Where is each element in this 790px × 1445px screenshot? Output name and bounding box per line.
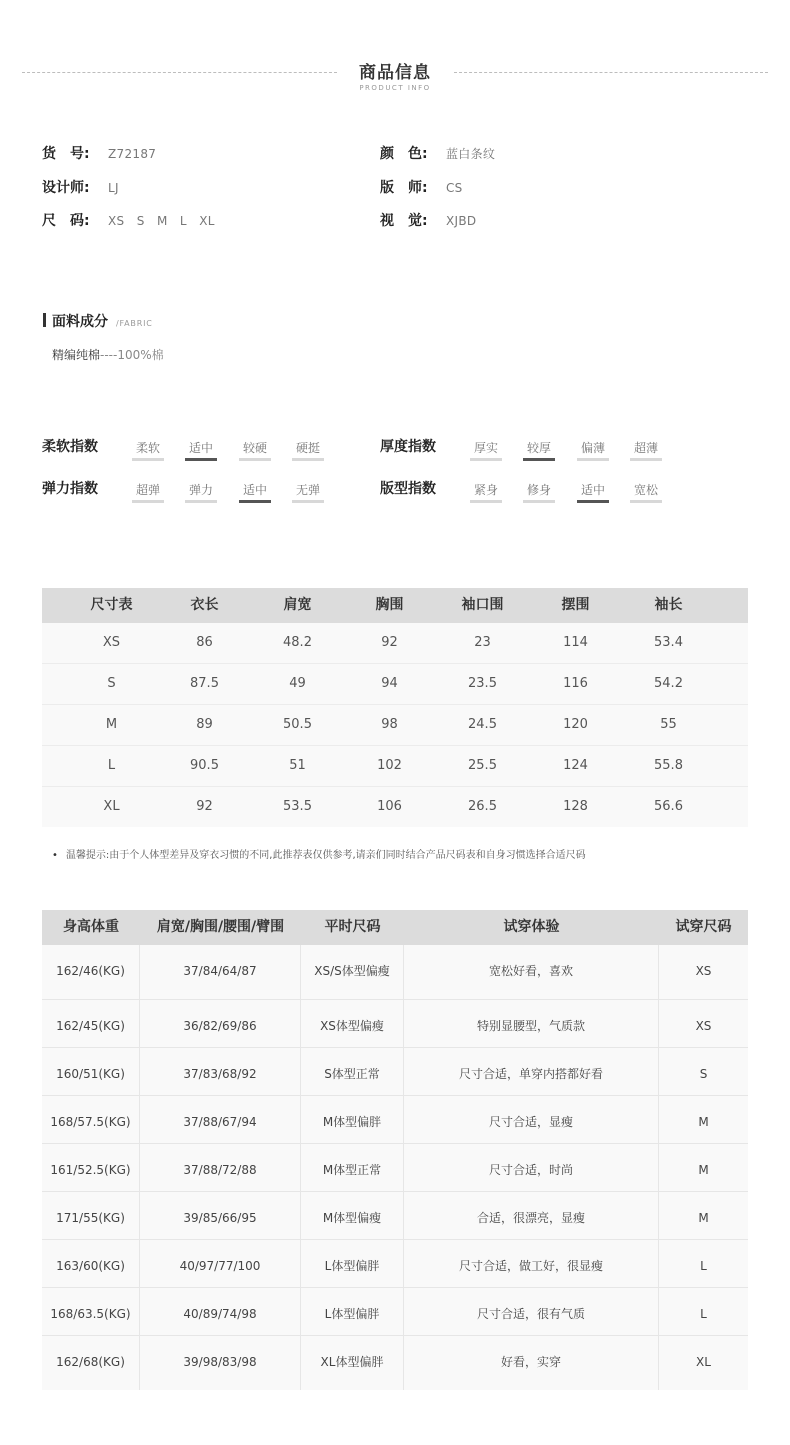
fit-table-row	[42, 1000, 748, 1048]
fit-table-row	[42, 1144, 748, 1192]
size-table-cell: 26.5	[468, 799, 497, 814]
size-table-header-cell: 衣长	[190, 597, 219, 613]
info-label: 颜 色:	[380, 146, 428, 162]
size-table-cell: 56.6	[654, 799, 683, 814]
index-option-label: 硬挺	[295, 441, 320, 455]
index-label: 柔软指数	[42, 439, 98, 455]
info-label: 货 号:	[42, 146, 90, 162]
fit-table-cell: M体型偏胖	[301, 1096, 404, 1143]
fit-table-header-cell: 试穿体验	[503, 919, 560, 935]
size-table-cell: 23	[474, 635, 491, 650]
index-option	[630, 481, 662, 498]
index-option	[185, 481, 217, 498]
fabric-composition	[52, 346, 164, 363]
index-option-underline	[577, 500, 609, 503]
info-value: XS S M L XL	[108, 214, 215, 228]
fit-table-cell: 尺寸合适，时尚	[404, 1144, 659, 1191]
fit-table-cell: 162/45(KG)	[42, 1000, 140, 1047]
fit-table-cell: XS	[695, 964, 712, 978]
fit-table-cell: 尺寸合适，显瘦	[404, 1096, 659, 1143]
size-table-header-cell: 摆围	[561, 597, 590, 613]
size-table-cell: 86	[196, 635, 213, 650]
fit-table-cell: 特别显腰型，气质款	[404, 1000, 659, 1047]
fit-table-cell: 合适，很漂亮，显瘦	[404, 1192, 659, 1239]
fit-table-cell: 162/68(KG)	[42, 1336, 140, 1390]
size-table-cell: XS	[102, 635, 121, 650]
fabric-name: 精编纯棉	[52, 348, 101, 362]
size-table-row	[42, 746, 748, 787]
fit-table-cell: M	[698, 1115, 709, 1129]
size-table-cell: 24.5	[468, 717, 497, 732]
index-label: 厚度指数	[380, 439, 436, 455]
size-table-cell: 114	[563, 635, 588, 650]
fit-table-cell: 36/82/69/86	[140, 1000, 301, 1047]
size-table-cell: 55.8	[654, 758, 683, 773]
fit-table-cell: 尺寸合适，单穿内搭都好看	[404, 1048, 659, 1095]
fit-table-cell: L体型偏胖	[301, 1288, 404, 1335]
fit-table-row	[42, 1336, 748, 1390]
index-option-underline	[630, 500, 662, 503]
index-option-underline	[470, 500, 502, 503]
index-option	[470, 481, 502, 498]
index-option-label: 适中	[188, 441, 213, 455]
size-table-row	[42, 705, 748, 746]
size-table-cell: 116	[563, 676, 588, 691]
index-option	[523, 481, 555, 498]
index-option-label: 较厚	[526, 441, 551, 455]
fit-table-cell: XS体型偏瘦	[301, 1000, 404, 1047]
fit-table-cell: XL	[696, 1355, 711, 1369]
index-option-label: 超薄	[633, 441, 658, 455]
fit-table-header-cell: 身高体重	[63, 919, 119, 935]
fit-table-cell: L体型偏胖	[301, 1240, 404, 1287]
fit-table-cell: XS/S体型偏瘦	[301, 945, 404, 999]
info-label: 设计师:	[42, 180, 90, 196]
fit-table-row	[42, 945, 748, 1000]
size-table-header	[42, 588, 748, 623]
size-table-header-cell: 袖口围	[461, 597, 504, 613]
info-item-visual	[380, 211, 476, 231]
size-table-header-cell: 肩宽	[283, 597, 312, 613]
size-table-cell: 55	[660, 717, 677, 732]
index-option-underline	[523, 458, 555, 461]
fit-table-cell: M体型正常	[301, 1144, 404, 1191]
size-table-cell: S	[107, 676, 116, 691]
fit-table-header-cell: 平时尺码	[324, 919, 381, 935]
size-table-cell: 128	[563, 799, 588, 814]
fit-table-cell: 宽松好看，喜欢	[404, 945, 659, 999]
fit-table-cell: 168/57.5(KG)	[42, 1096, 140, 1143]
index-option-label: 宽松	[633, 483, 658, 497]
index-option	[577, 481, 609, 498]
size-table-row	[42, 623, 748, 664]
index-option-underline	[523, 500, 555, 503]
size-table-cell: 98	[381, 717, 398, 732]
fit-table-cell: 37/84/64/87	[140, 945, 301, 999]
size-table-cell: 124	[563, 758, 588, 773]
size-table	[42, 588, 748, 827]
info-label: 尺 码:	[42, 213, 90, 229]
index-option-label: 紧身	[473, 483, 498, 497]
size-table-cell: 48.2	[283, 635, 312, 650]
index-option-underline	[577, 458, 609, 461]
size-table-header-cell: 袖长	[654, 597, 683, 613]
index-option-label: 厚实	[473, 441, 498, 455]
info-item-sizes	[42, 211, 215, 231]
index-option	[239, 439, 271, 456]
index-option	[577, 439, 609, 456]
index-option-underline	[132, 500, 164, 503]
fabric-title-en: /FABRIC	[116, 319, 153, 328]
size-table-cell: 53.4	[654, 635, 683, 650]
fabric-value: ----100%棉	[100, 348, 164, 362]
fit-table-cell: S体型正常	[301, 1048, 404, 1095]
size-table-cell: 25.5	[468, 758, 497, 773]
size-table-header-cell: 胸围	[375, 597, 404, 613]
index-option-label: 超弹	[135, 483, 160, 497]
fit-table-row	[42, 1048, 748, 1096]
info-item-sku	[42, 144, 156, 164]
fit-table-cell: 39/98/83/98	[140, 1336, 301, 1390]
size-table-cell: 94	[381, 676, 398, 691]
fit-table-cell: 161/52.5(KG)	[42, 1144, 140, 1191]
size-table-cell: XL	[103, 799, 120, 814]
index-option	[292, 481, 324, 498]
fit-table-cell: L	[700, 1259, 707, 1273]
info-item-designer	[42, 178, 119, 198]
index-option-label: 适中	[580, 483, 605, 497]
index-row	[42, 478, 342, 504]
size-table-cell: 90.5	[190, 758, 219, 773]
size-table-cell: 87.5	[190, 676, 219, 691]
index-option	[185, 439, 217, 456]
index-option	[239, 481, 271, 498]
size-table-cell: 49	[289, 676, 306, 691]
info-value: CS	[446, 181, 463, 195]
fit-table-row	[42, 1240, 748, 1288]
size-table-cell: 102	[377, 758, 402, 773]
fit-table-cell: M	[698, 1163, 709, 1177]
size-table-cell: L	[107, 758, 116, 773]
fit-table-cell: 162/46(KG)	[42, 945, 140, 999]
index-row	[380, 436, 680, 462]
fit-table-header-cell: 试穿尺码	[675, 919, 732, 935]
fit-table-cell: 尺寸合适，做工好，很显瘦	[404, 1240, 659, 1287]
size-tip	[52, 846, 586, 861]
index-option-label: 适中	[242, 483, 267, 497]
index-option-underline	[185, 500, 217, 503]
index-option	[523, 439, 555, 456]
index-option-underline	[132, 458, 164, 461]
index-row	[42, 436, 342, 462]
info-value: 蓝白条纹	[446, 147, 496, 161]
header-divider-right	[454, 72, 768, 73]
fit-table-cell: XS	[695, 1019, 712, 1033]
fit-table-row	[42, 1288, 748, 1336]
index-option-label: 修身	[526, 483, 551, 497]
fit-table-cell: M	[698, 1211, 709, 1225]
fabric-title: 面料成分	[52, 314, 108, 330]
index-option-label: 偏薄	[580, 441, 605, 455]
fit-table-cell: XL体型偏胖	[301, 1336, 404, 1390]
index-option-underline	[292, 500, 324, 503]
size-table-row	[42, 664, 748, 705]
size-table-cell: M	[105, 717, 118, 732]
fit-table-cell: 160/51(KG)	[42, 1048, 140, 1095]
index-option-underline	[239, 500, 271, 503]
index-row	[380, 478, 680, 504]
fit-table-cell: 尺寸合适，很有气质	[404, 1288, 659, 1335]
index-option-label: 柔软	[135, 441, 160, 455]
index-option-label: 较硬	[242, 441, 267, 455]
size-table-cell: 106	[377, 799, 402, 814]
index-option-underline	[630, 458, 662, 461]
info-value: XJBD	[446, 214, 477, 228]
info-item-color	[380, 144, 495, 164]
fit-table-cell: 40/97/77/100	[140, 1240, 301, 1287]
page-title: 商品信息	[359, 63, 431, 83]
size-table-cell: 92	[196, 799, 213, 814]
fit-table-row	[42, 1192, 748, 1240]
size-table-header-cell: 尺寸表	[90, 597, 133, 613]
fit-table-cell: M体型偏瘦	[301, 1192, 404, 1239]
size-table-cell: 50.5	[283, 717, 312, 732]
fit-table-cell: 40/89/74/98	[140, 1288, 301, 1335]
index-option-underline	[185, 458, 217, 461]
fit-table-cell: 168/63.5(KG)	[42, 1288, 140, 1335]
index-option	[470, 439, 502, 456]
fit-table-row	[42, 1096, 748, 1144]
title-bar-marker	[43, 313, 46, 327]
fit-table-cell: L	[700, 1307, 707, 1321]
index-option	[292, 439, 324, 456]
fit-table-cell: S	[699, 1067, 708, 1081]
size-table-cell: 51	[289, 758, 306, 773]
size-table-row	[42, 787, 748, 827]
section-header	[0, 58, 790, 98]
fit-table	[42, 910, 748, 1390]
index-option-underline	[292, 458, 324, 461]
fit-table-cell: 好看，实穿	[404, 1336, 659, 1390]
fabric-section-title	[43, 311, 153, 331]
size-table-cell: 53.5	[283, 799, 312, 814]
index-option	[132, 481, 164, 498]
fit-table-cell: 171/55(KG)	[42, 1192, 140, 1239]
index-option-underline	[470, 458, 502, 461]
index-option-underline	[239, 458, 271, 461]
tip-text: 温馨提示:由于个人体型差异及穿衣习惯的不同,此推荐表仅供参考,请亲们同时结合产品尺码表和自身习惯选择合适尺码	[65, 850, 586, 861]
fit-table-cell: 37/88/67/94	[140, 1096, 301, 1143]
fit-table-header	[42, 910, 748, 945]
index-label: 版型指数	[380, 481, 436, 497]
size-table-cell: 89	[196, 717, 213, 732]
fit-table-cell: 163/60(KG)	[42, 1240, 140, 1287]
bullet: •	[52, 850, 58, 861]
size-table-cell: 54.2	[654, 676, 683, 691]
fit-table-header-cell: 肩宽/胸围/腰围/臂围	[156, 919, 285, 935]
index-option	[132, 439, 164, 456]
index-option	[630, 439, 662, 456]
size-table-cell: 120	[563, 717, 588, 732]
fit-table-cell: 37/83/68/92	[140, 1048, 301, 1095]
size-table-cell: 23.5	[468, 676, 497, 691]
index-option-label: 弹力	[188, 483, 213, 497]
info-value: Z72187	[108, 147, 157, 161]
info-item-patternmaker	[380, 178, 463, 198]
fit-table-cell: 37/88/72/88	[140, 1144, 301, 1191]
info-label: 视 觉:	[380, 213, 428, 229]
fit-table-cell: 39/85/66/95	[140, 1192, 301, 1239]
info-label: 版 师:	[380, 180, 428, 196]
size-table-cell: 92	[381, 635, 398, 650]
index-option-label: 无弹	[295, 483, 320, 497]
info-value: LJ	[108, 181, 119, 195]
page-subtitle: PRODUCT INFO	[359, 84, 431, 92]
index-label: 弹力指数	[42, 481, 98, 497]
